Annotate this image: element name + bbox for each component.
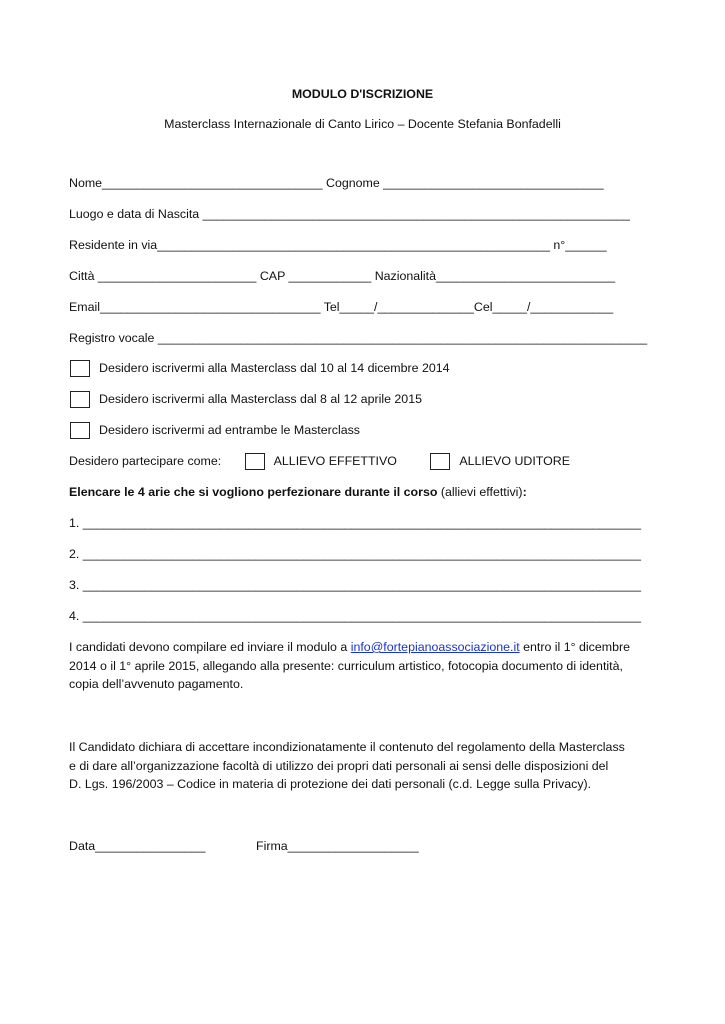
arias-heading [69, 484, 527, 500]
instructions-deadline: entro il 1° dicembre [519, 640, 630, 654]
aria-line-4[interactable]: 4. _________________________________________________________________________________ [69, 609, 641, 623]
effettivo-label: ALLIEVO EFFETTIVO [273, 454, 397, 468]
checkbox-april[interactable] [70, 391, 90, 408]
option-december-row [70, 360, 450, 377]
page-title: MODULO D'ISCRIZIONE [291, 87, 434, 101]
option-both-label: Desidero iscrivermi ad entrambe le Masterclass [99, 423, 360, 437]
name-surname-field[interactable]: Nome________________________________ Cognome ________________________________ [69, 176, 604, 190]
instructions-line-1 [69, 638, 639, 657]
signature-field[interactable]: Firma___________________ [256, 839, 419, 853]
birth-place-date-field[interactable]: Luogo e data di Nascita ______________________________________________________________ [69, 207, 630, 221]
participation-row [69, 453, 570, 470]
instructions-line-3: copia dell’avvenuto pagamento. [69, 677, 244, 691]
option-december-label: Desidero iscrivermi alla Masterclass dal 10 al 14 dicembre 2014 [99, 361, 450, 375]
city-cap-nationality-field[interactable]: Città _______________________ CAP ____________ Nazionalità__________________________ [69, 269, 616, 283]
checkbox-december[interactable] [70, 360, 90, 377]
participation-label: Desidero partecipare come: [69, 454, 222, 468]
option-april-row [70, 391, 422, 408]
declaration-line-3: D. Lgs. 196/2003 – Codice in materia di protezione dei dati personali (c.d. Legge sulla Privacy). [69, 777, 592, 791]
checkbox-effettivo[interactable] [245, 453, 265, 470]
option-both-row [70, 422, 360, 439]
vocal-register-field[interactable]: Registro vocale _______________________________________________________________________ [69, 331, 648, 345]
checkbox-both[interactable] [70, 422, 90, 439]
arias-heading-bold: Elencare le 4 arie che si vogliono perfezionare durante il corso [69, 485, 438, 499]
instructions-paragraph [69, 638, 639, 694]
instructions-text: I candidati devono compilare ed inviare il modulo a [69, 640, 351, 654]
declaration-line-2: e di dare all’organizzazione facoltà di utilizzo dei propri dati personali ai sensi delle disposizioni del [69, 758, 609, 773]
email-link[interactable]: info@fortepianoassociazione.it [350, 640, 520, 654]
aria-line-2[interactable]: 2. _________________________________________________________________________________ [69, 547, 641, 561]
option-april-label: Desidero iscrivermi alla Masterclass dal 8 al 12 aprile 2015 [99, 392, 422, 406]
page-subtitle: Masterclass Internazionale di Canto Lirico – Docente Stefania Bonfadelli [164, 117, 561, 131]
address-field[interactable]: Residente in via_________________________________________________________ n°______ [69, 238, 607, 252]
uditore-label: ALLIEVO UDITORE [459, 454, 570, 468]
declaration-line-1: Il Candidato dichiara di accettare incondizionatamente il contenuto del regolamento della Masterclass [69, 740, 625, 754]
declaration-paragraph [69, 738, 639, 794]
aria-line-3[interactable]: 3. _________________________________________________________________________________ [69, 578, 641, 592]
arias-heading-colon: : [522, 485, 527, 499]
aria-line-1[interactable]: 1. _________________________________________________________________________________ [69, 516, 641, 530]
checkbox-uditore[interactable] [430, 453, 450, 470]
instructions-line-2: 2014 o il 1° aprile 2015, allegando alla presente: curriculum artistico, fotocopia documento di identità, [69, 658, 623, 673]
email-phone-field[interactable]: Email________________________________ Tel_____/______________Cel_____/____________ [69, 300, 614, 314]
arias-heading-note: (allievi effettivi) [437, 485, 523, 499]
date-field[interactable]: Data________________ [69, 839, 206, 853]
